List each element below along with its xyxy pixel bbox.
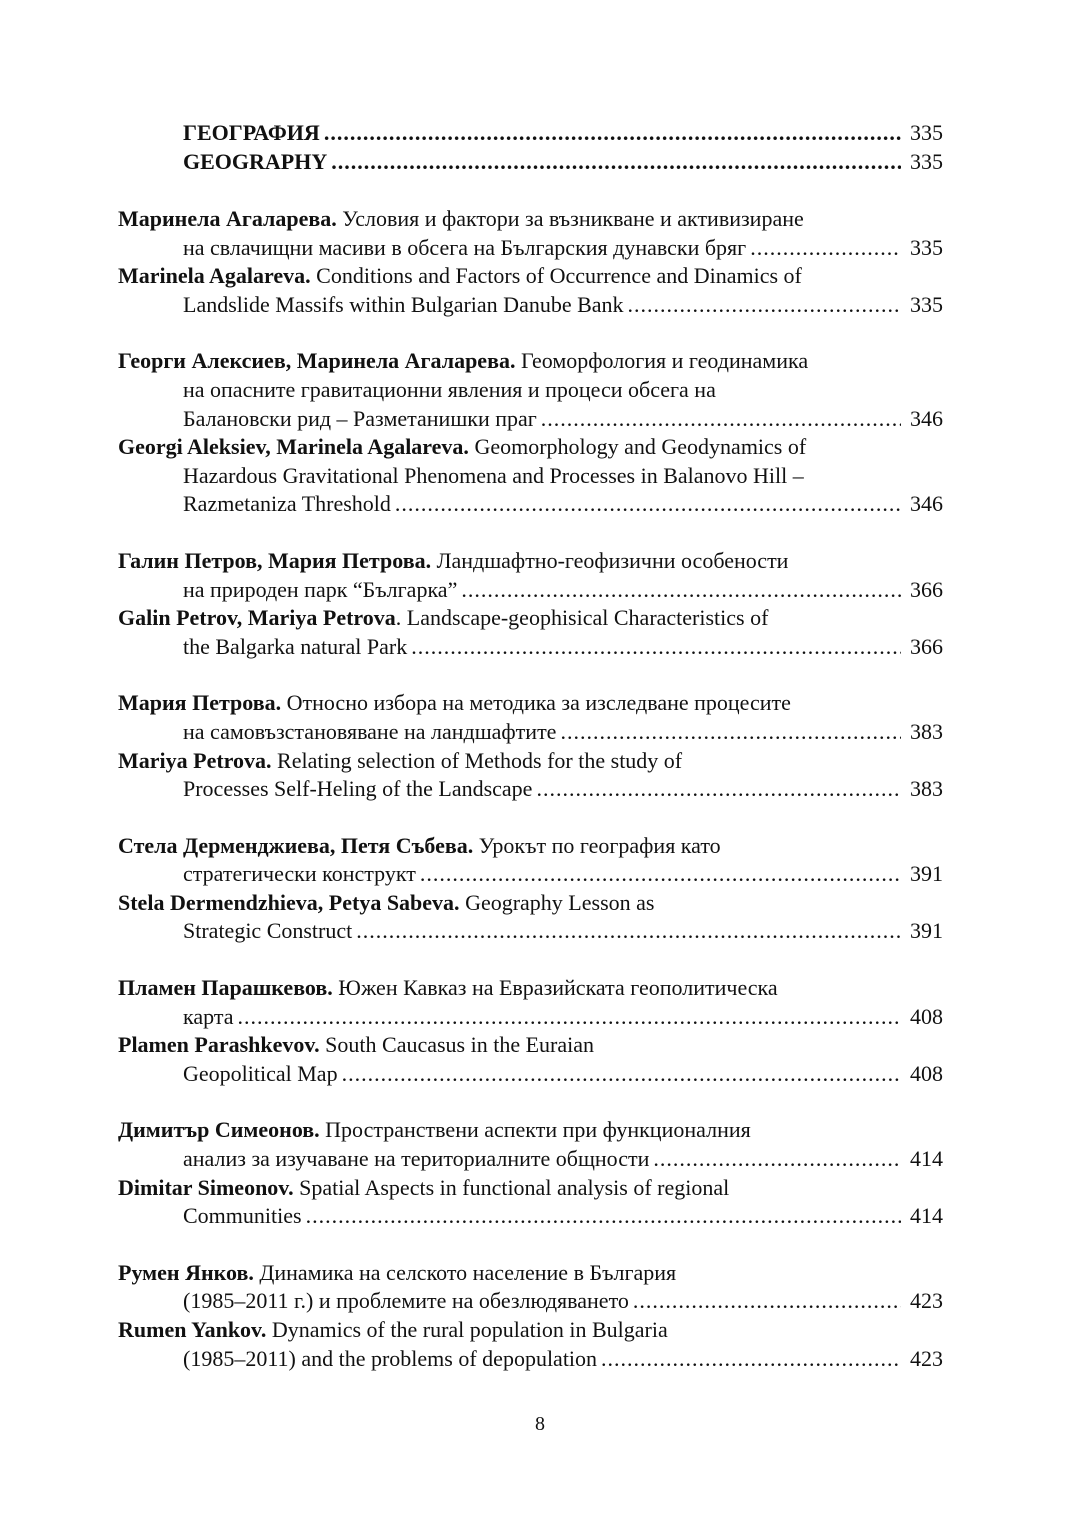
toc-page-number: 414 (910, 1203, 943, 1229)
toc-page-number: 335 (910, 234, 943, 260)
toc-title-text: the Balgarka natural Park (183, 633, 408, 659)
toc-title-text: Геоморфология и геодинамика (515, 348, 809, 374)
toc-authors: Marinela Agalareva. (118, 263, 311, 289)
toc-page-number: 408 (910, 1060, 943, 1086)
dot-leader (653, 1145, 901, 1174)
toc-title-line (118, 262, 943, 291)
toc-authors: Georgi Aleksiev, Marinela Agalareva. (118, 434, 469, 460)
section-page-number-bg: 335 (910, 120, 943, 145)
toc-last-line (118, 1003, 943, 1032)
toc-title-text: на самовъзстановяване на ландшафтите (183, 718, 557, 744)
toc-authors: Dimitar Simeonov. (118, 1174, 294, 1200)
toc-page-number: 335 (910, 291, 943, 317)
toc-title-text: Conditions and Factors of Occurrence and Dinamics of (310, 263, 802, 289)
table-of-contents (118, 205, 943, 1401)
section-heading-en-text: GEOGRAPHY (183, 148, 328, 174)
dot-leader (331, 148, 901, 177)
toc-entry (118, 1116, 943, 1230)
toc-title-text: Landslide Massifs within Bulgarian Danube Bank (183, 291, 624, 317)
dot-leader (237, 1003, 901, 1032)
toc-last-line (118, 917, 943, 946)
toc-page-number: 423 (910, 1345, 943, 1371)
toc-last-line (118, 775, 943, 804)
toc-authors: Румен Янков. (118, 1259, 254, 1285)
toc-title-text: Балановски рид – Разметанишки праг (183, 405, 537, 431)
toc-title-line (118, 974, 943, 1003)
toc-title-line (118, 433, 943, 462)
toc-last-line (118, 1060, 943, 1089)
toc-last-line (118, 1145, 943, 1174)
toc-title-text: South Caucasus in the Euraian (319, 1032, 595, 1058)
toc-entry (118, 832, 943, 946)
toc-entry (118, 347, 943, 519)
toc-title-text: Южен Кавказ на Евразийската геополитическа (332, 975, 778, 1001)
page-number: 8 (535, 1413, 545, 1435)
toc-authors: Галин Петров, Мария Петрова. (118, 547, 432, 573)
toc-page-number: 346 (910, 491, 943, 517)
toc-title-line (118, 462, 943, 491)
toc-authors: Mariya Petrova. (118, 747, 272, 773)
toc-last-line (118, 576, 943, 605)
dot-leader (411, 633, 901, 662)
toc-title-text: Geography Lesson as (459, 889, 655, 915)
dot-leader (306, 1202, 901, 1231)
toc-title-line (118, 747, 943, 776)
toc-title-text: Geomorphology and Geodynamics of (468, 434, 807, 460)
section-heading-bg (183, 119, 943, 148)
dot-leader (461, 576, 901, 605)
toc-authors: Stela Dermendzhieva, Petya Sabeva. (118, 889, 460, 915)
toc-page-number: 366 (910, 576, 943, 602)
toc-title-line (118, 1031, 943, 1060)
toc-page-number: 391 (910, 861, 943, 887)
toc-title-text: (1985–2011) and the problems of depopulation (183, 1345, 598, 1371)
toc-title-line (118, 604, 943, 633)
toc-title-text: стратегически конструкт (183, 861, 416, 887)
section-heading-en (183, 148, 943, 177)
toc-title-text: Spatial Aspects in functional analysis of regional (293, 1174, 730, 1200)
dot-leader (628, 291, 901, 320)
toc-title-line (118, 1174, 943, 1203)
toc-title-line (118, 347, 943, 376)
toc-page-number: 414 (910, 1146, 943, 1172)
toc-title-text: (1985–2011 г.) и проблемите на обезлюдяването (183, 1288, 629, 1314)
toc-entry (118, 974, 943, 1088)
toc-last-line (118, 234, 943, 263)
toc-authors: Георги Алексиев, Маринела Агаларева. (118, 348, 516, 374)
toc-page-number: 408 (910, 1003, 943, 1029)
toc-last-line (118, 860, 943, 889)
dot-leader (324, 119, 901, 148)
toc-title-line (118, 376, 943, 405)
toc-title-text: Пространствени аспекти при функционалния (319, 1117, 751, 1143)
dot-leader (536, 775, 901, 804)
toc-last-line (118, 291, 943, 320)
toc-title-text: Динамика на селското население в България (253, 1259, 677, 1285)
toc-title-text: на природен парк “Българка” (183, 576, 458, 602)
toc-last-line (118, 1345, 943, 1374)
toc-title-text: Относно избора на методика за изследване процесите (281, 690, 791, 716)
toc-last-line (118, 1287, 943, 1316)
toc-title-line (118, 1259, 943, 1288)
section-heading-bg-text: ГЕОГРАФИЯ (183, 120, 320, 145)
toc-authors: Rumen Yankov. (118, 1317, 267, 1342)
toc-title-text: Strategic Construct (183, 918, 353, 944)
dot-leader (541, 405, 901, 434)
toc-title-text: Урокът по география като (473, 832, 721, 858)
toc-title-line (118, 547, 943, 576)
toc-title-text: Ландшафтно-геофизични особености (431, 547, 789, 573)
dot-leader (420, 860, 901, 889)
toc-entry (118, 689, 943, 803)
toc-authors: Пламен Парашкевов. (118, 975, 333, 1001)
toc-page-number: 423 (910, 1288, 943, 1314)
toc-authors: Мария Петрова. (118, 690, 282, 716)
toc-page-number: 391 (910, 918, 943, 944)
toc-page-number: 366 (910, 633, 943, 659)
toc-last-line (118, 490, 943, 519)
toc-title-text: Условия и фактори за възникване и активизиране (336, 206, 804, 231)
toc-entry (118, 547, 943, 661)
toc-page-number: 383 (910, 718, 943, 744)
section-page-number-en: 335 (910, 148, 943, 174)
toc-title-line (118, 205, 943, 234)
toc-authors: Plamen Parashkevov. (118, 1032, 320, 1058)
dot-leader (560, 718, 901, 747)
toc-authors: Стела Дерменджиева, Петя Събева. (118, 832, 474, 858)
toc-title-text: . Landscape-geophisical Characteristics of (395, 605, 769, 631)
toc-title-text: на опасните гравитационни явления и процеси обсега на (183, 376, 716, 402)
dot-leader (356, 917, 901, 946)
toc-title-text: Processes Self-Heling of the Landscape (183, 776, 533, 802)
toc-title-text: Razmetaniza Threshold (183, 491, 391, 517)
dot-leader (601, 1345, 901, 1374)
toc-title-text: Geopolitical Map (183, 1060, 338, 1086)
toc-authors: Маринела Агаларева. (118, 206, 337, 231)
toc-title-text: Dynamics of the rural population in Bulgaria (266, 1317, 668, 1342)
dot-leader (633, 1287, 901, 1316)
toc-title-line (118, 1116, 943, 1145)
toc-entry (118, 1259, 943, 1373)
toc-entry (118, 205, 943, 319)
dot-leader (750, 234, 901, 263)
toc-title-text: на свлачищни масиви в обсега на Българския дунавски бряг (183, 234, 747, 260)
toc-title-text: анализ за изучаване на териториалните общности (183, 1146, 650, 1172)
dot-leader (395, 490, 901, 519)
dot-leader (342, 1060, 901, 1089)
toc-title-text: Hazardous Gravitational Phenomena and Processes in Balanovo Hill – (183, 462, 804, 488)
section-headings (183, 119, 943, 176)
toc-last-line (118, 633, 943, 662)
toc-title-line (118, 832, 943, 861)
toc-page-number: 383 (910, 776, 943, 802)
toc-title-line (118, 889, 943, 918)
toc-authors: Димитър Симеонов. (118, 1117, 320, 1143)
toc-page-number: 346 (910, 405, 943, 431)
toc-title-text: карта (183, 1003, 234, 1029)
toc-last-line (118, 405, 943, 434)
toc-title-text: Communities (183, 1203, 302, 1229)
toc-authors: Galin Petrov, Mariya Petrova (118, 605, 396, 631)
toc-title-line (118, 689, 943, 718)
toc-last-line (118, 718, 943, 747)
toc-title-text: Relating selection of Methods for the study of (271, 747, 683, 773)
toc-title-line (118, 1316, 943, 1345)
toc-last-line (118, 1202, 943, 1231)
